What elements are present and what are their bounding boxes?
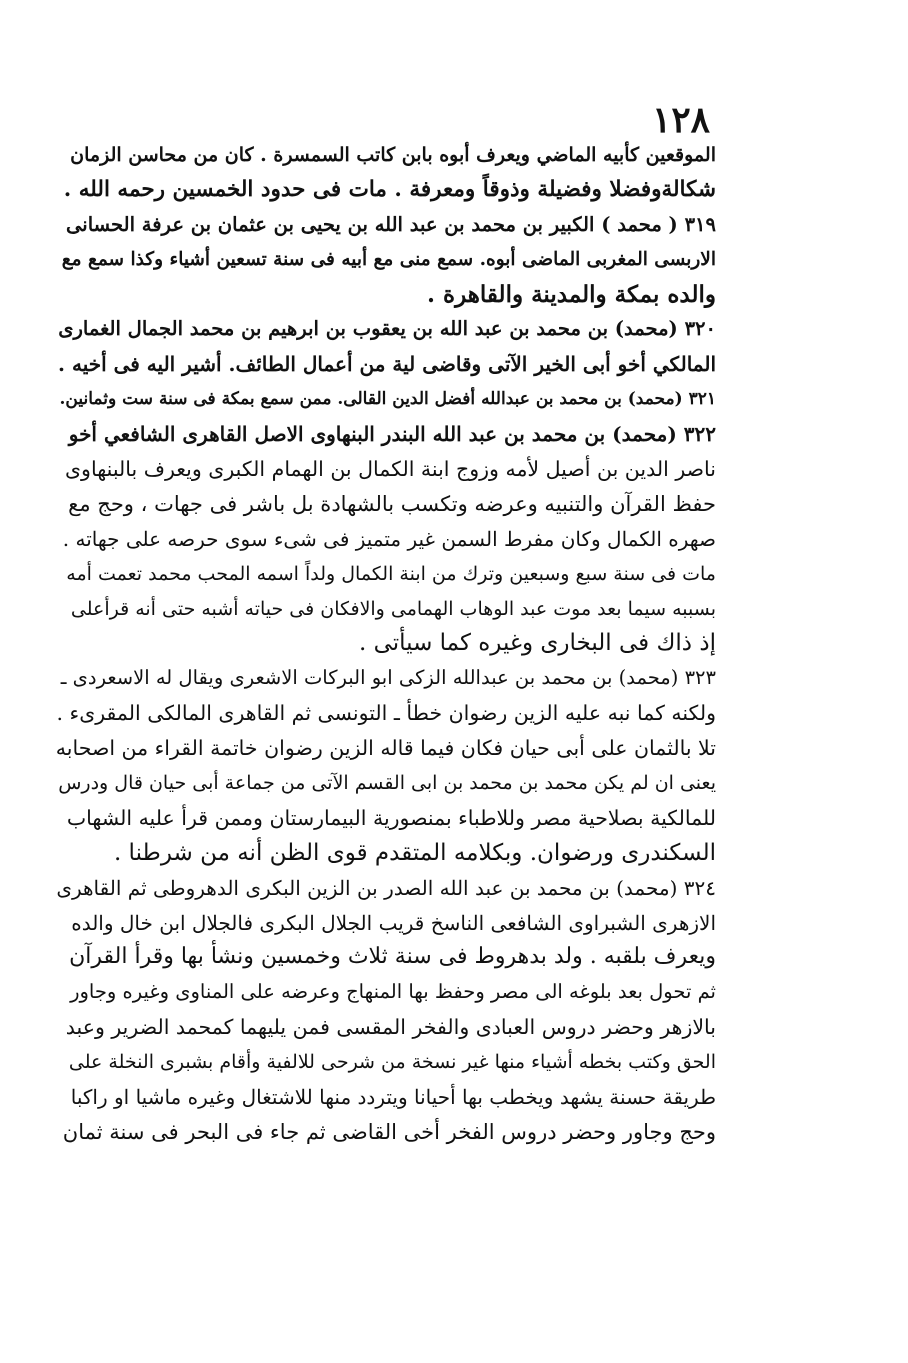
text-line: ٣٢١ (محمد) بن محمد بن عبدالله أفضل الدين القالى. ممن سمع بمكة فى سنة ست وثمانين. <box>59 389 716 410</box>
text-line: طريقة حسنة يشهد ويخطب بها أحيانا ويتردد منها للاشتغال وغيره ماشيا او راكبا <box>70 1085 716 1110</box>
text-line: تلا بالثمان على أبى حيان فكان فيما قاله الزين رضوان خاتمة القراء من اصحابه <box>56 736 716 761</box>
text-line: السكندرى ورضوان. وبكلامه المتقدم قوى الظن أنه من شرطنا . <box>113 839 716 866</box>
text-line: مات فى سنة سبع وسبعين وترك من ابنة الكمال ولداً اسمه المحب محمد تعمت أمه <box>66 562 716 585</box>
text-line: ناصر الدين بن أصيل لأمه وزوج ابنة الكمال بن الهمام الكبرى ويعرف بالبنهاوى <box>65 457 716 482</box>
text-line: الموقعين كأبيه الماضي ويعرف أبوه بابن كاتب السمسرة . كان من محاسن الزمان <box>70 144 716 166</box>
text-line: ٣٢٣ (محمد) بن محمد بن عبدالله الزكى ابو البركات الاشعرى ويقال له الاسعردى ـ <box>60 666 716 690</box>
text-line: والده بمكة والمدينة والقاهرة . <box>427 280 716 308</box>
text-line: وحج وجاور وحضر دروس الفخر أخى القاضى ثم جاء فى البحر فى سنة ثمان <box>62 1119 716 1144</box>
text-line: حفظ القرآن والتنبيه وعرضه وتكسب بالشهادة بل باشر فى جهات ، وحج مع <box>68 491 716 516</box>
text-line: شكالةوفضلا وفضيلة وذوقاً ومعرفة . مات فى حدود الخمسين رحمه الله . <box>63 176 716 202</box>
text-line: ثم تحول بعد بلوغه الى مصر وحفظ بها المنهاج وعرضه على المناوى وغيره وجاور <box>70 980 716 1004</box>
page-body-text <box>56 138 716 1150</box>
text-line: ٣٢٢ (محمد) بن محمد بن عبد الله البندر البنهاوى الاصل القاهرى الشافعي أخو <box>68 422 716 447</box>
text-line: بسببه سيما بعد موت عبد الوهاب الهمامى والافكان فى حياته أشبه حتى أنه قرأعلى <box>70 597 716 620</box>
text-line: صهره الكمال وكان مفرط السمن غير متميز فى شىء سوى حرصه على جهاته . <box>62 526 716 551</box>
text-line: المالكي أخو أبى الخير الآتى وقاضى لية من أعمال الطائف. أشير اليه فى أخيه . <box>58 352 716 377</box>
text-line: ويعرف بلقبه . ولد بدهروط فى سنة ثلاث وخمسين ونشأ بها وقرأ القرآن <box>69 944 716 970</box>
page-number: ١٢٨ <box>651 99 710 141</box>
text-line: ولكنه كما نبه عليه الزين رضوان خطأ ـ التونسى ثم القاهرى المالكى المقرىء . <box>56 701 716 726</box>
text-line: الحق وكتب بخطه أشياء منها غير نسخة من شرحى للالفية وأقام بشبرى النخلة على <box>68 1051 716 1074</box>
text-line: للمالكية بصلاحية مصر وللاطباء بمنصورية البيمارستان وممن قرأ عليه الشهاب <box>66 805 716 830</box>
text-line: ٣٢٠ (محمد) بن محمد بن عبد الله بن يعقوب بن ابرهيم بن محمد الجمال الغمارى <box>58 317 716 341</box>
text-line: إذ ذاك فى البخارى وغيره كما سيأتى . <box>358 630 716 657</box>
text-line: الازهرى الشبراوى الشافعى الناسخ قريب الجلال البكرى فالجلال ابن خال والده <box>71 910 716 935</box>
text-line: يعنى ان لم يكن محمد بن محمد بن ابى القسم الآتى من جماعة أبى حيان قال ودرس <box>58 772 716 795</box>
text-line: ٣٢٤ (محمد) بن محمد بن عبد الله الصدر بن الزين البكرى الدهروطى ثم القاهرى <box>56 875 716 900</box>
text-line: ٣١٩ ( محمد ) الكبير بن محمد بن عبد الله بن يحيى بن عثمان بن عرفة الحسانى <box>66 212 716 236</box>
text-line: بالازهر وحضر دروس العبادى والفخر المقسى فمن يليهما كمحمد الضرير وعبد <box>65 1015 716 1040</box>
text-line: الاربسى المغربى الماضى أبوه. سمع منى مع أبيه فى سنة تسعين أشياء وكذا سمع مع <box>61 248 716 270</box>
